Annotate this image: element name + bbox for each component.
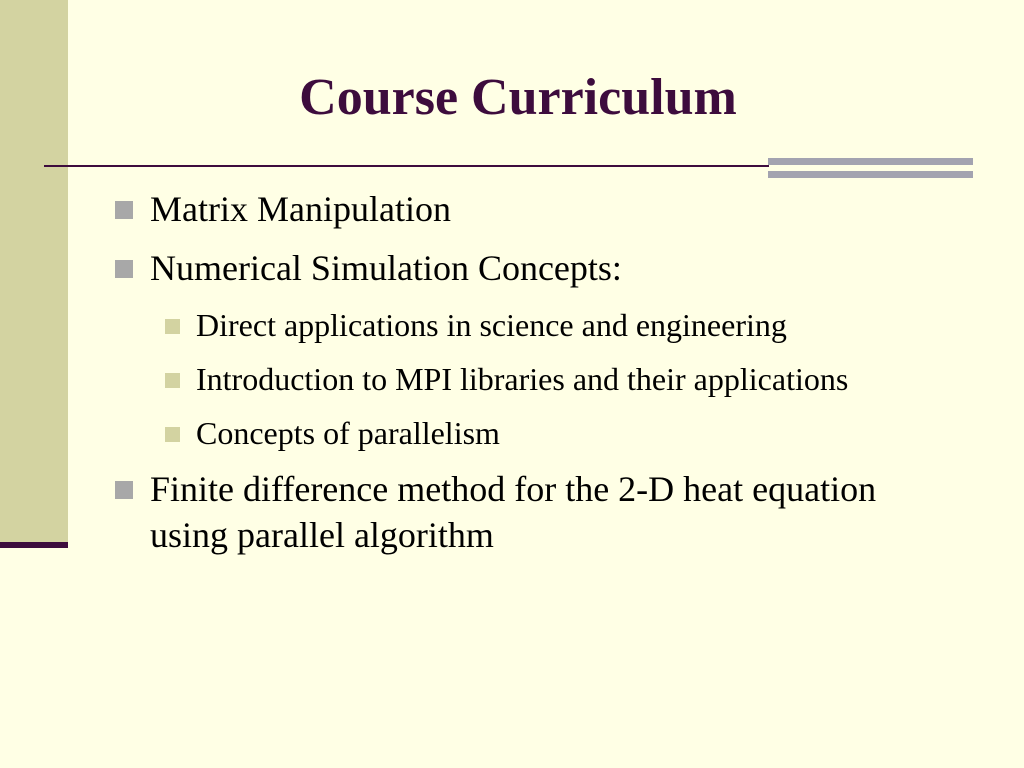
square-bullet-icon	[165, 373, 180, 388]
square-bullet-icon	[115, 481, 133, 499]
square-bullet-icon	[165, 427, 180, 442]
list-item	[115, 466, 945, 558]
left-decorative-band	[0, 0, 68, 545]
sub-list-item-text: Introduction to MPI libraries and their applications	[196, 361, 849, 397]
square-bullet-icon	[115, 201, 133, 219]
square-bullet-icon	[115, 260, 133, 278]
list-item-text: Matrix Manipulation	[150, 189, 451, 229]
square-bullet-icon	[165, 319, 180, 334]
sub-list-item	[165, 412, 945, 454]
left-band-rule	[0, 542, 68, 548]
sub-list-item	[165, 358, 945, 400]
title-divider	[44, 165, 769, 167]
accent-bar-bottom	[768, 171, 973, 178]
slide-title: Course Curriculum	[299, 69, 737, 126]
list-item	[115, 186, 945, 232]
sub-list-item-text: Direct applications in science and engineering	[196, 307, 787, 343]
sub-list-item	[165, 304, 945, 346]
list-item-text: Numerical Simulation Concepts:	[150, 248, 622, 288]
accent-bars	[768, 158, 973, 180]
list-item	[115, 245, 945, 291]
bullet-list	[115, 186, 945, 571]
list-item-text: Finite difference method for the 2-D heat equation using parallel algorithm	[150, 469, 877, 555]
sub-list-item-text: Concepts of parallelism	[196, 415, 500, 451]
accent-bar-top	[768, 158, 973, 165]
